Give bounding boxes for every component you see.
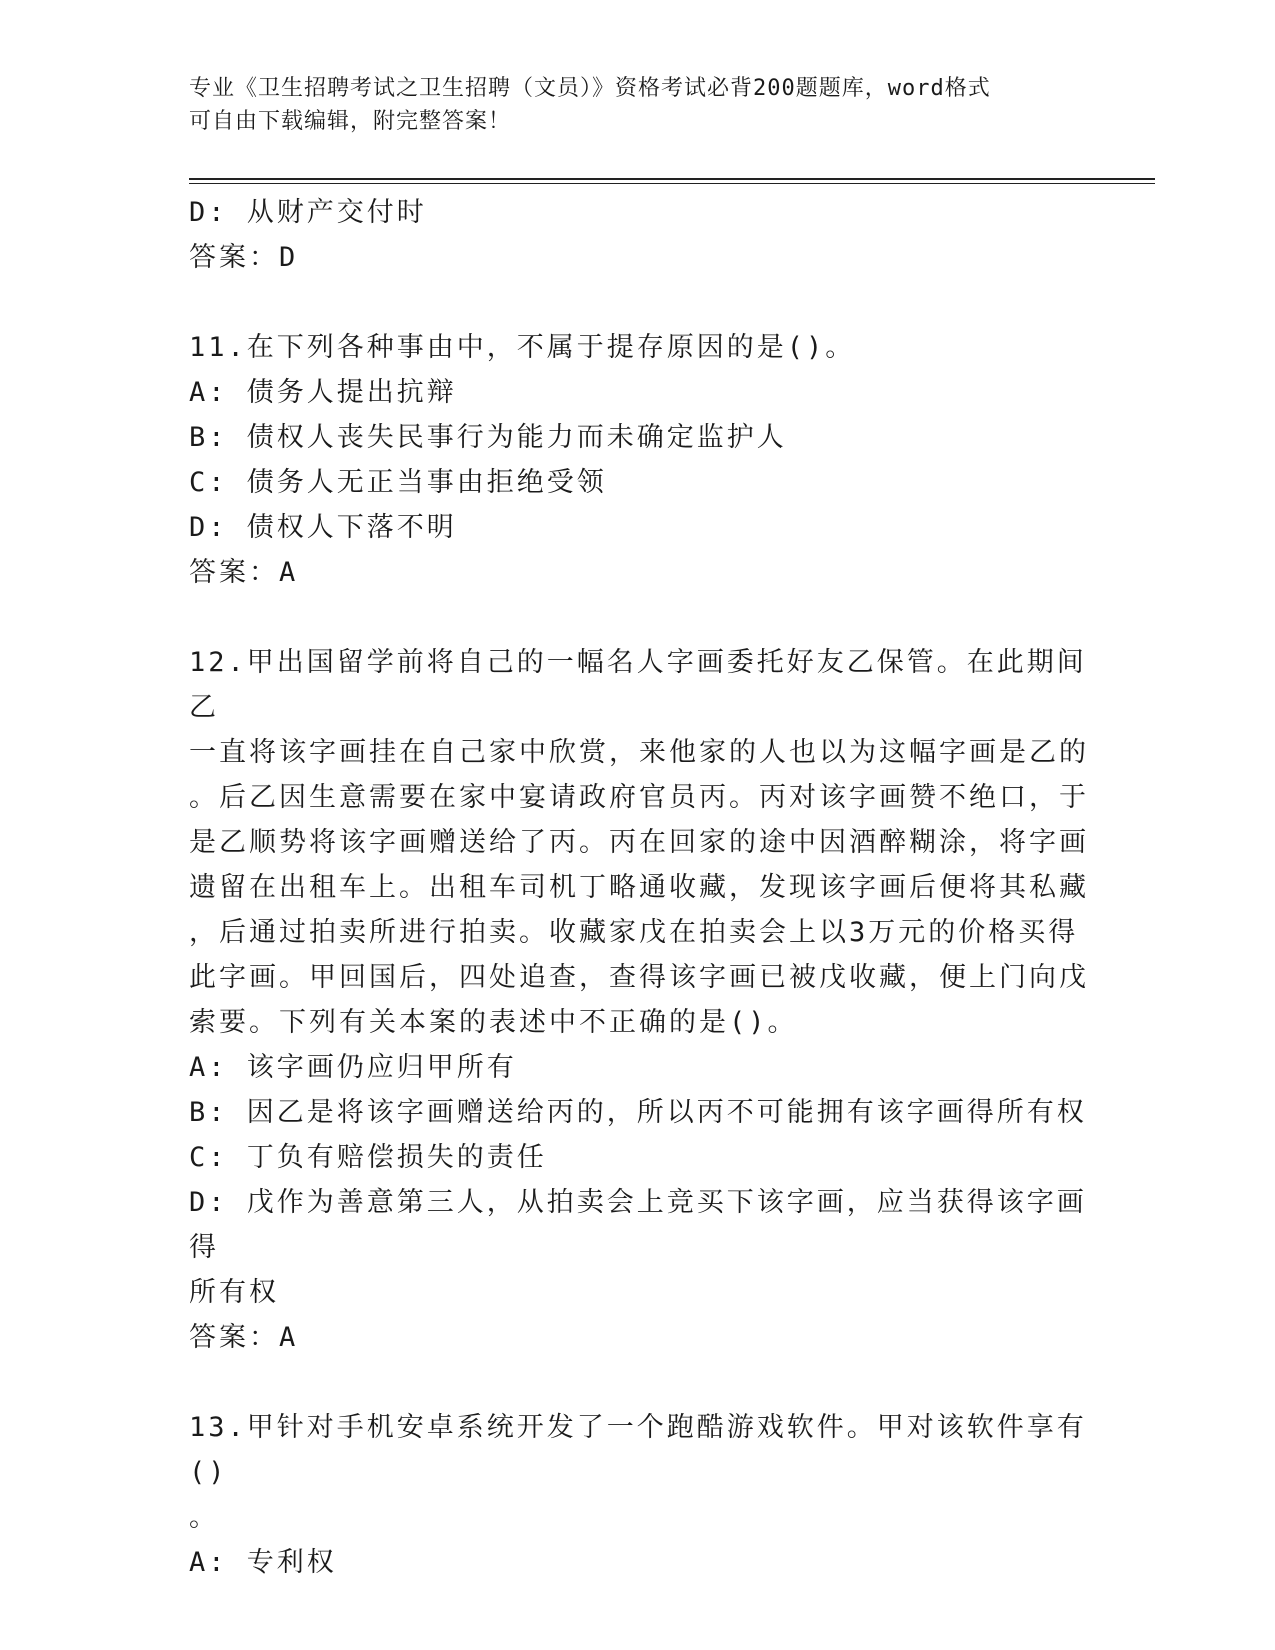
question-stem-line: ，后通过拍卖所进行拍卖。收藏家戊在拍卖会上以3万元的价格买得	[189, 917, 1079, 948]
header-divider-thick	[189, 178, 1155, 180]
question-stem-line: 遗留在出租车上。出租车司机丁略通收藏，发现该字画后便将其私藏	[189, 872, 1089, 903]
option-a: A: 该字画仍应归甲所有	[189, 1052, 517, 1083]
question-stem-line: 。	[189, 1502, 219, 1533]
question-12	[189, 640, 1089, 1360]
document-header	[189, 72, 1069, 138]
document-body	[189, 190, 1089, 1585]
header-line-1: 专业《卫生招聘考试之卫生招聘（文员）》资格考试必背200题题库，word格式	[189, 76, 991, 101]
option-d: D: 从财产交付时	[189, 197, 427, 228]
header-line-2: 可自由下载编辑，附完整答案！	[189, 109, 512, 134]
question-stem-line: 12.甲出国留学前将自己的一幅名人字画委托好友乙保管。在此期间乙	[189, 647, 1087, 723]
option-b: B: 债权人丧失民事行为能力而未确定监护人	[189, 422, 787, 453]
question-stem-line: 一直将该字画挂在自己家中欣赏，来他家的人也以为这幅字画是乙的	[189, 737, 1089, 768]
question-stem-line: 此字画。甲回国后，四处追查，查得该字画已被戊收藏，便上门向戊	[189, 962, 1089, 993]
option-a: A: 债务人提出抗辩	[189, 377, 457, 408]
option-b: B: 因乙是将该字画赠送给丙的，所以丙不可能拥有该字画得所有权	[189, 1097, 1087, 1128]
option-d: D: 戊作为善意第三人，从拍卖会上竞买下该字画，应当获得该字画得	[189, 1187, 1087, 1263]
option-d-continued: 所有权	[189, 1277, 279, 1308]
question-10	[189, 190, 1089, 280]
question-11	[189, 325, 1089, 595]
question-stem-line: 13.甲针对手机安卓系统开发了一个跑酷游戏软件。甲对该软件享有()	[189, 1412, 1087, 1488]
header-divider-thin	[189, 183, 1155, 184]
question-stem: 11.在下列各种事由中，不属于提存原因的是()。	[189, 332, 856, 363]
answer: 答案：D	[189, 242, 299, 273]
option-c: C: 丁负有赔偿损失的责任	[189, 1142, 547, 1173]
answer: 答案：A	[189, 557, 299, 588]
option-a: A: 专利权	[189, 1547, 337, 1578]
answer: 答案：A	[189, 1322, 299, 1353]
question-stem-line: 。后乙因生意需要在家中宴请政府官员丙。丙对该字画赞不绝口，于	[189, 782, 1089, 813]
option-d: D: 债权人下落不明	[189, 512, 457, 543]
option-c: C: 债务人无正当事由拒绝受领	[189, 467, 607, 498]
question-13	[189, 1405, 1089, 1585]
question-stem-line: 是乙顺势将该字画赠送给了丙。丙在回家的途中因酒醉糊涂，将字画	[189, 827, 1089, 858]
question-stem-line: 索要。下列有关本案的表述中不正确的是()。	[189, 1007, 798, 1038]
